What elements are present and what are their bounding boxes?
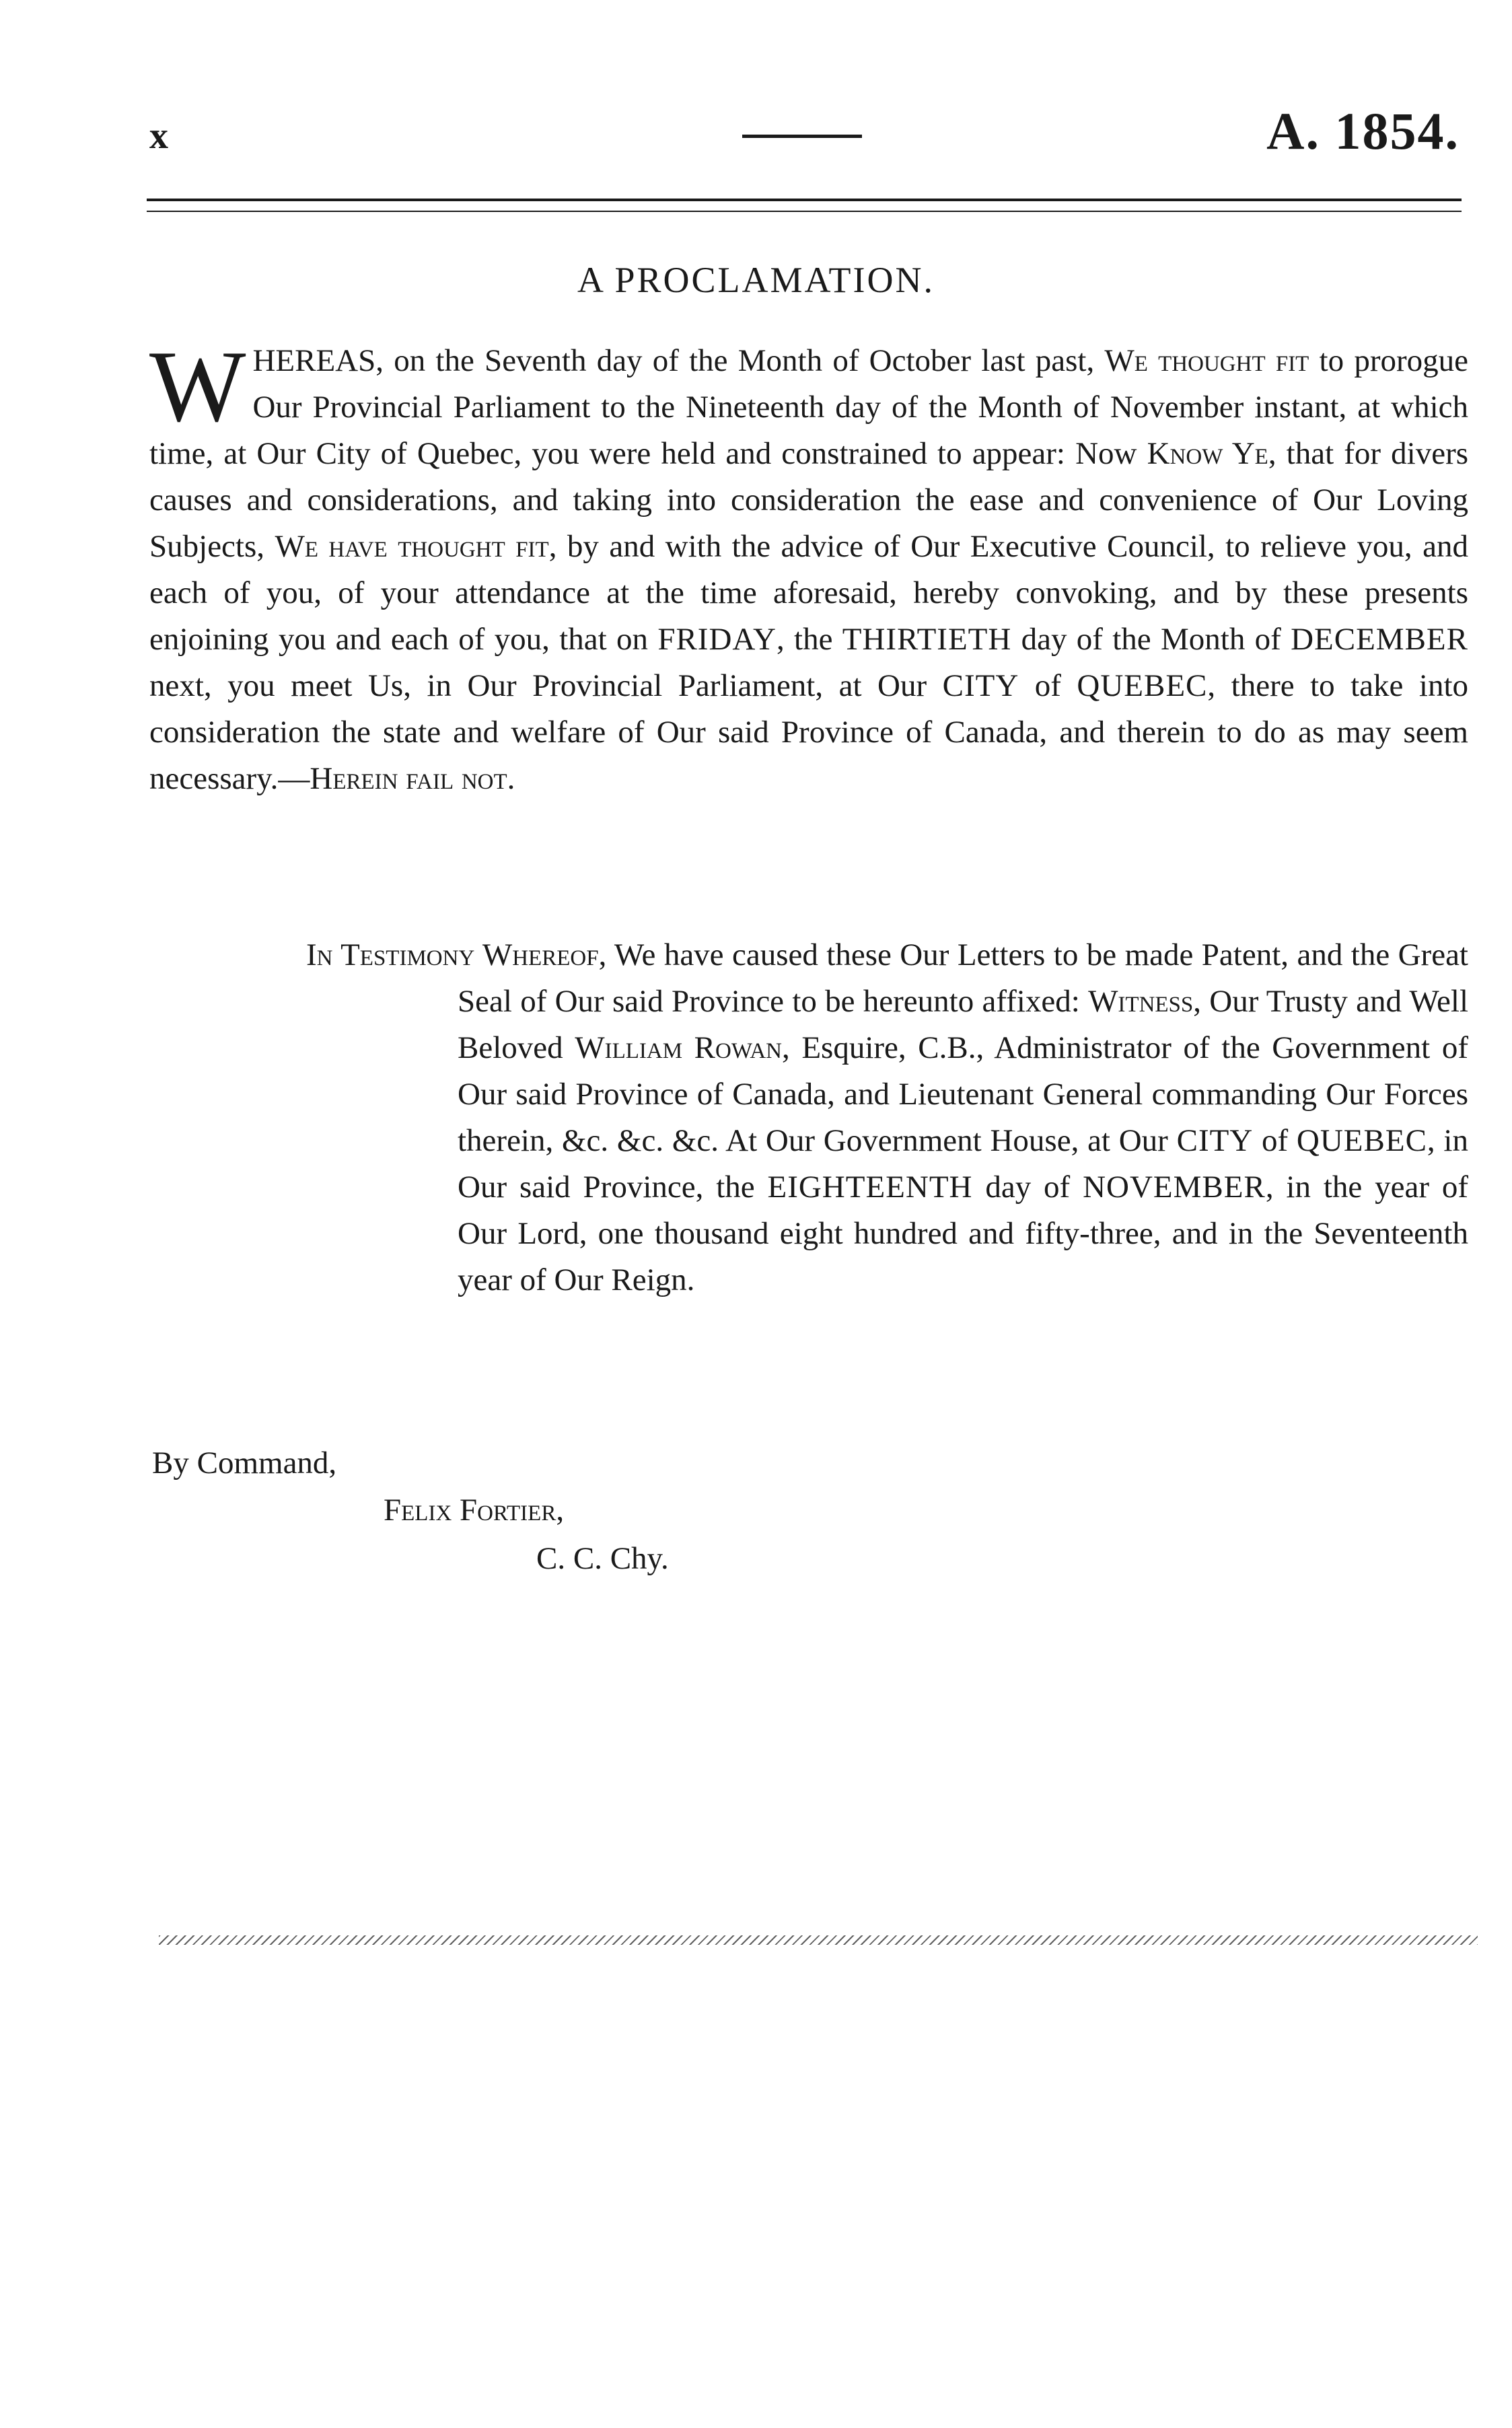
testimony-caps: QUEBEC [1296, 1123, 1427, 1158]
body-text: HEREAS, on the Seventh day of the Month of October last past, [252, 343, 1105, 378]
body-caps: THIRTIETH [842, 622, 1012, 657]
proclamation-body [149, 330, 1469, 802]
testimony-caps: NOVEMBER [1083, 1170, 1266, 1205]
body-smallcaps: We have thought fit [275, 529, 549, 564]
body-smallcaps: We thought fit [1104, 343, 1309, 378]
page-number: x [149, 115, 168, 157]
testimony-text: , in the year of Our Lord, one thousand eight hundred and fifty-three, and in the Seventeenth year of Our Reign. [458, 1170, 1469, 1297]
testimony-text: , Our Trusty and Well Beloved [458, 984, 1468, 1065]
header-year: A. 1854. [1266, 102, 1460, 160]
header-double-rule [147, 199, 1462, 212]
testimony-text: We have caused these Our Letters to be made Patent, and the Great Seal of Our said Province to be hereunto affixed: [458, 937, 1468, 1019]
body-smallcaps: Herein fail not. [310, 761, 515, 796]
body-caps: FRIDAY [657, 622, 777, 657]
body-smallcaps: Know Ye [1147, 436, 1268, 471]
drop-cap: W [149, 330, 246, 443]
testimony-block [306, 932, 1469, 1304]
testimony-text: , Esquire, C.B., Administrator of the Government of Our said Province of Canada, and Lieutenant General commanding Our Forces therein, &c. &c. &c. At Our Government House, at Our [458, 1030, 1468, 1158]
by-command: By Command, [152, 1445, 337, 1480]
bottom-ornamental-rule [159, 1935, 1478, 1945]
running-head [0, 101, 1512, 162]
testimony-text: of [1253, 1123, 1297, 1158]
body-text: day of the Month of [1011, 622, 1291, 657]
testimony-smallcaps: William Rowan [575, 1030, 782, 1065]
body-text: , there to take into consideration the state and welfare of Our said Province of Canada, and therein to do as may seem necessary.— [149, 668, 1469, 796]
body-text: , by and with the advice of Our Executive Council, to relieve you, and each of you, of your attendance at the time aforesaid, hereby convoking, and by these presents enjoining you and each of you, that on [149, 529, 1468, 657]
body-text: to prorogue Our Provincial Parliament to the Nineteenth day of the Month of November instant, at which time, at Our City of Quebec, you were held and constrained to appear: Now [149, 343, 1468, 471]
body-caps: QUEBEC [1077, 668, 1208, 703]
signer-title: C. C. Chy. [536, 1541, 669, 1576]
testimony-caps: CITY [1176, 1123, 1254, 1158]
body-text: , the [776, 622, 842, 657]
proclamation-title: A PROCLAMATION. [577, 260, 935, 300]
body-text: next, you meet Us, in Our Provincial Parliament, at Our [149, 668, 943, 703]
testimony-text: day of [972, 1170, 1083, 1205]
testimony-lead: In Testimony Whereof, [306, 937, 607, 972]
body-caps: DECEMBER [1291, 622, 1468, 657]
testimony-caps: EIGHTEENTH [767, 1170, 973, 1205]
body-text: of [1019, 668, 1077, 703]
testimony-text: , in Our said Province, the [458, 1123, 1468, 1205]
body-text: , that for divers causes and considerations, and taking into consideration the ease and convenience of Our Loving Subjects, [149, 436, 1469, 564]
signer-name: Felix Fortier, [384, 1493, 565, 1528]
testimony-smallcaps: Witness [1088, 984, 1194, 1019]
header-dash [742, 135, 862, 138]
body-caps: CITY [942, 668, 1019, 703]
